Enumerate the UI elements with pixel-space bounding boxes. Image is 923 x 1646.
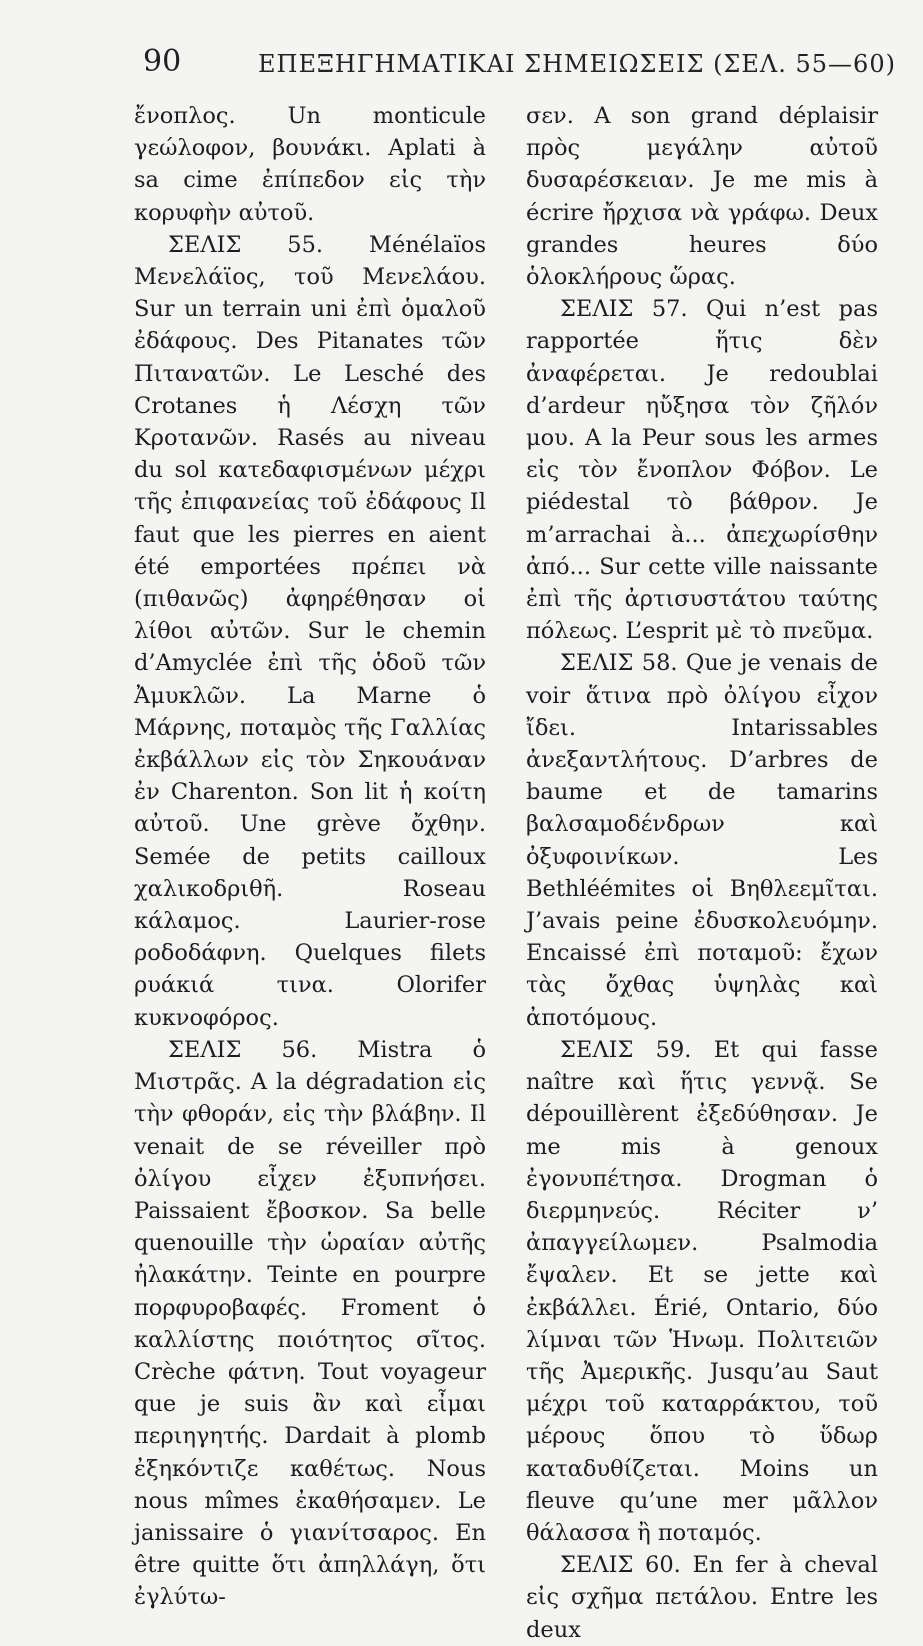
right-column [526, 100, 878, 1646]
page-number: 90 [143, 44, 182, 79]
paragraph: ΣΕΛΙΣ 59. Et qui fasse naître καὶ ἥτις γεννᾷ. Se dépouillèrent ἐξεδύθησαν. Je me mis à genoux ἐγονυπέτησα. Drogman ὁ διερμηνεύς. Réciter ν’ ἀπαγγείλωμεν. Psalmodia ἔψαλεν. Et se jette καὶ ἐκβάλλει. Érié, Ontario, δύο λίμναι τῶν Ἡνωμ. Πολιτειῶν τῆς Ἀμερικῆς. Jusqu’au Saut μέχρι τοῦ καταρράκτου, τοῦ μέρους ὅπου τὸ ὕδωρ καταδυθίζεται. Moins un fleuve qu’une mer μᾶλλον θάλασσα ἢ ποταμός. [526, 1036, 878, 1546]
paragraph: ΣΕΛΙΣ 60. En fer à cheval εἰς σχῆμα πετάλου. Entre les deux [526, 1552, 878, 1643]
paragraph: σεν. A son grand déplaisir πρὸς μεγάλην αὐτοῦ δυσαρέσκειαν. Je me mis à écrire ἤρχισα νὰ γράφω. Deux grandes heures δύο ὁλοκλήρους ὥρας. [526, 103, 878, 291]
paragraph: ΣΕΛΙΣ 55. Ménélaïos Μενελάϊος, τοῦ Μενελάου. Sur un terrain uni ἐπὶ ὁμαλοῦ ἐδάφους. Des Pitanates τῶν Πιτανατῶν. Le Lesché des Crotanes ἡ Λέσχη τῶν Κροτανῶν. Rasés au niveau du sol κατεδαφισμένων μέχρι τῆς ἐπιφανείας τοῦ ἐδάφους Il faut que les pierres en aient été emportées πρέπει νὰ (πιθανῶς) ἀφηρέθησαν οἱ λίθοι αὐτῶν. Sur le chemin d’Amyclée ἐπὶ τῆς ὁδοῦ τῶν Ἀμυκλῶν. La Marne ὁ Μάρνης, ποταμὸς τῆς Γαλλίας ἐκβάλλων εἰς τὸν Σηκουάναν ἐν Charenton. Son lit ἡ κοίτη αὐτοῦ. Une grève ὄχθην. Semée de petits cailloux χαλικοδριθῆ. Roseau κάλαμος. Laurier-rose ροδοδάφνη. Quelques filets ρυάκιά τινα. Olorifer κυκνοφόρος. [134, 231, 486, 1031]
running-title: ΕΠΕΞΗΓΗΜΑΤΙΚΑΙ ΣΗΜΕΙΩΣΕΙΣ (ΣΕΛ. 55—60) [258, 50, 896, 78]
paragraph: ΣΕΛΙΣ 56. Mistra ὁ Μιστρᾶς. A la dégradation εἰς τὴν φθοράν, εἰς τὴν βλάβην. Il venait de se réveiller πρὸ ὀλίγου εἶχεν ἐξυπνήσει. Paissaient ἔβοσκον. Sa belle quenouille τὴν ὡραίαν αὐτῆς ἠλακάτην. Teinte en pourpre πορφυροβαφές. Froment ὁ καλλίστης ποιότητος σῖτος. Crèche φάτνη. Tout voyageur que je suis ἂν καὶ εἶμαι περιηγητής. Dardait à plomb ἐξηκόντιζε καθέτως. Nous nous mîmes ἐκαθήσαμεν. Le janissaire ὁ γιανίτσαρος. En être quitte ὅτι ἀπηλλάγη, ὅτι ἐγλύτω- [134, 1036, 486, 1611]
paragraph: ἔνοπλος. Un monticule γεώλοφον, βουνάκι. Aplati à sa cime ἐπίπεδον εἰς τὴν κορυφὴν αὐτοῦ. [134, 103, 486, 226]
paragraph: ΣΕΛΙΣ 58. Que je venais de voir ἅτινα πρὸ ὀλίγου εἶχον ἴδει. Intarissables ἀνεξαντλήτους. D’arbres de baume et de tamarins βαλσαμοδένδρων καὶ ὀξυφοινίκων. Les Bethléémites οἱ Βηθλεεμῖται. J’avais peine ἐδυσκολευόμην. Encaissé ἐπὶ ποταμοῦ: ἔχων τὰς ὄχθας ὑψηλὰς καὶ ἀποτόμους. [526, 650, 878, 1031]
left-column [134, 100, 486, 1614]
paragraph: ΣΕΛΙΣ 57. Qui n’est pas rapportée ἥτις δὲν ἀναφέρεται. Je redoublai d’ardeur ηὔξησα τὸν ζῆλόν μου. A la Peur sous les armes εἰς τὸν ἔνοπλον Φόβον. Le piédestal τὸ βάθρον. Je m’arrachai à... ἀπεχωρίσθην ἀπό... Sur cette ville naissante ἐπὶ τῆς ἀρτισυστάτου ταύτης πόλεως. L’esprit μὲ τὸ πνεῦμα. [526, 296, 878, 645]
